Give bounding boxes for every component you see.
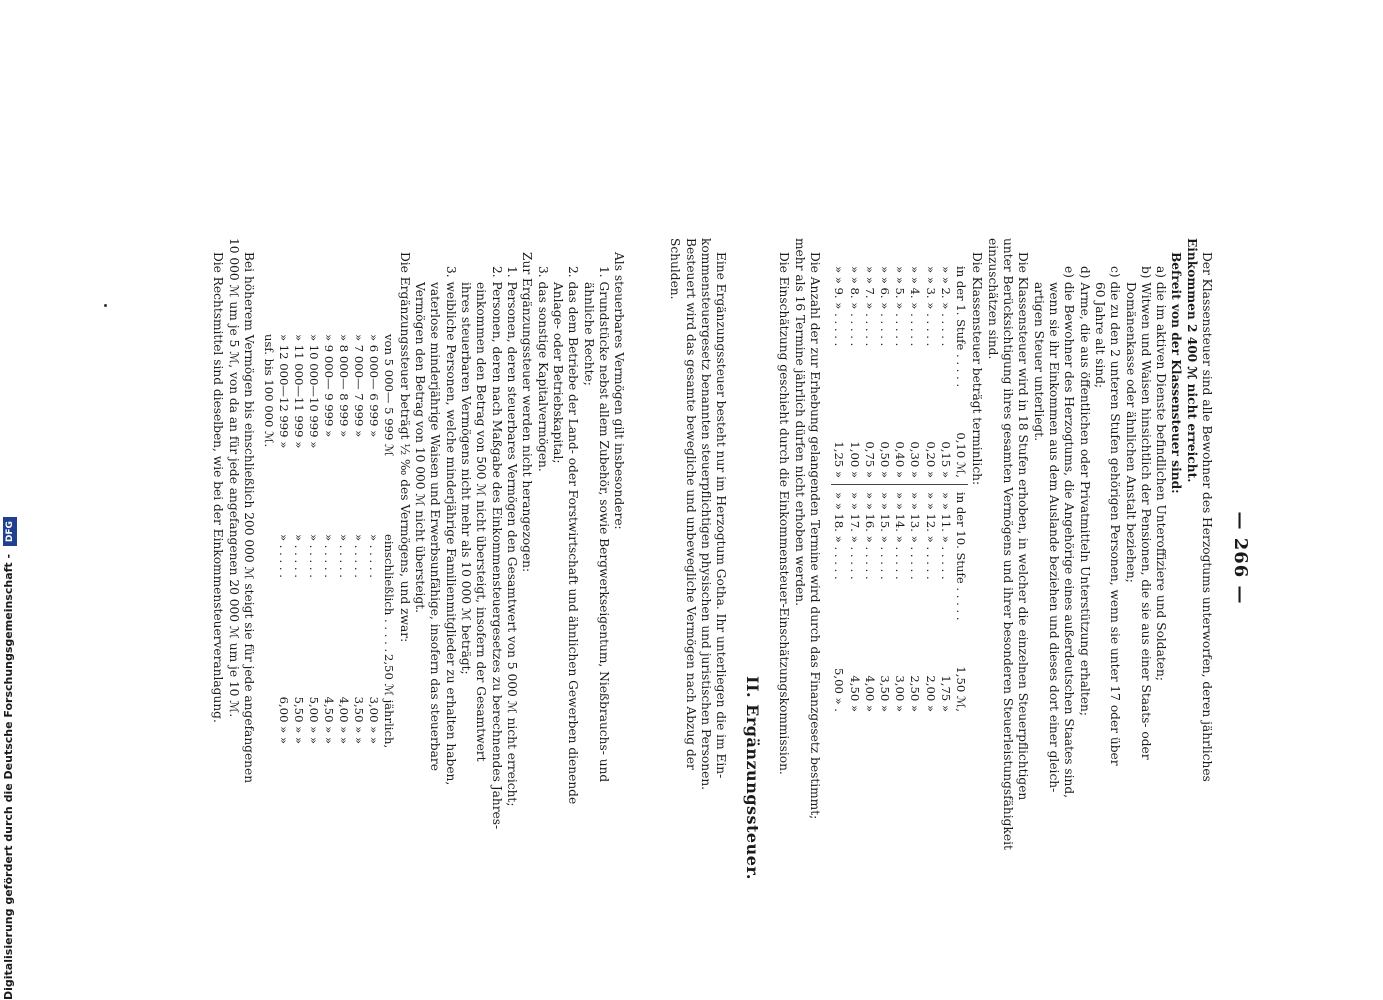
table-cell: 4,00 »	[862, 675, 877, 712]
paragraph-text: unter Berücksichtigung ihres gesamten Vermögens und ihrer besonderen Steuerleistungsfähigkeit	[1001, 238, 1015, 850]
table-cell: » » 11. » . . . . .	[938, 492, 953, 580]
list-item: wenn sie ihr Einkommen aus dem Auslande beziehen und dieses dort einer gleich-	[1047, 282, 1061, 793]
footer-text: Digitalisierung gefördert durch die Deutsche Forschungsgemeinschaft -	[2, 553, 15, 1000]
dfg-logo: DFG	[3, 517, 17, 546]
paragraph-text: einzuschätzen sind.	[986, 238, 1000, 360]
list-item: einkommen den Betrag von 500 ℳ nicht übersteigt, insofern der Gesamtwert	[474, 282, 488, 762]
table-cell: » » 17. » . . . . .	[847, 492, 862, 580]
table-cell: 3,50 »	[878, 675, 893, 712]
list-item: c) die zu den 2 unteren Stufen gehörigen Personen, wenn sie unter 17 oder über	[1108, 266, 1122, 766]
table-cell: 2,50 »	[908, 675, 923, 712]
table-cell: » » 7. » . . . . .	[862, 266, 877, 347]
list-item: ähnliche Rechte;	[582, 282, 596, 386]
paragraph-text: Die Anzahl der zur Erhebung gelangenden Termine wird durch das Finanzgesetz bestimmt;	[808, 252, 822, 820]
list-item: 2. das dem Betriebe der Land- oder Forstwirtschaft und ähnlichen Gewerben dienende	[566, 266, 580, 805]
table-cell: » » 4. » . . . . .	[908, 266, 923, 347]
table-cell: » . . . . .	[307, 534, 321, 578]
list-item: 3. weibliche Personen, welche minderjährige Familienmitglieder zu erhalten haben,	[444, 266, 458, 786]
table-cell: » » 5. » . . . . .	[893, 266, 908, 347]
list-item: 1. Grundstücke nebst allem Zubehör, sowie Bergwerkseigentum, Nießbrauchs- und	[597, 266, 611, 783]
list-item: 1. Personen, deren steuerbares Vermögen den Gesamtwert von 5 000 ℳ nicht erreicht;	[505, 266, 519, 807]
list-item: 2. Personen, deren nach Maßgabe des Einkommensteuergesetzes zu berechnendes Jahres-	[490, 266, 504, 830]
table-cell: » » 18. » . . . . .	[832, 492, 847, 580]
table-cell: 0,75 »	[862, 441, 877, 478]
table-cell: 6,00 » »	[277, 696, 291, 744]
table-cell: 2,50 ℳ jährlich,	[382, 654, 396, 749]
paragraph-text: Als steuerbares Vermögen gilt insbesondere:	[612, 252, 626, 530]
table-cell: » 11 000—11 999 »	[292, 334, 306, 449]
table-cell: » 12 000—12 999 »	[277, 334, 291, 449]
list-item: ihres steuerbaren Vermögens nicht mehr als 10 000 ℳ beträgt;	[459, 282, 473, 675]
table-cell: 2,00 »	[923, 675, 938, 712]
erg-table-row	[321, 334, 336, 744]
erg-table-row	[276, 334, 291, 744]
klassen-table-row	[907, 266, 922, 712]
erg-table-row	[381, 334, 396, 749]
list-item: d) Arme, die aus öffentlichen oder Privatmitteln Unterstützung erhalten;	[1078, 266, 1092, 716]
paragraph-text: Eine Ergänzungssteuer besteht nur im Herzogtum Gotha. Ihr unterliegen die im Ein-	[714, 252, 728, 779]
table-cell: » . . . . .	[337, 534, 351, 578]
table-cell: » . . . . .	[277, 534, 291, 578]
table-cell: 1,50 ℳ,	[954, 666, 968, 712]
table-cell: » » 15. » . . . . .	[878, 492, 893, 580]
klassensteuer-table	[831, 266, 968, 712]
table-cell: » . . . . .	[322, 534, 336, 578]
table-cell: 4,50 » »	[322, 696, 336, 744]
list-item: b) Witwen und Waisen hinsichtlich der Pensionen, die sie aus einer Staats- oder	[1139, 266, 1153, 760]
table-cell: 0,50 »	[878, 441, 893, 478]
erg-table-row	[261, 334, 276, 744]
table-cell: » 6 000— 6 999 »	[367, 334, 381, 438]
paragraph-text: mehr als 16 Termine jährlich dürfen nicht erhoben werden.	[793, 238, 807, 606]
table-cell: » 10 000—10 999 »	[307, 334, 321, 449]
klassen-table-row	[877, 266, 892, 712]
klassen-table-row	[831, 266, 846, 712]
table-cell: 1,00 »	[847, 441, 862, 478]
table-cell: 3,00 »	[893, 675, 908, 712]
table-cell: 1,25 »	[832, 441, 847, 478]
erg-table-row	[336, 334, 351, 744]
erg-table-row	[351, 334, 366, 744]
table-cell: 1,75 »	[938, 675, 953, 712]
section-heading: II. Ergänzungssteuer.	[743, 676, 762, 880]
ergaenzungssteuer-table	[261, 334, 396, 749]
paragraph-text: Einkommen 2 400 ℳ nicht erreicht.	[1185, 238, 1199, 483]
list-item: e) die Bewohner des Herzogtums, die Angehörige eines außerdeutschen Staates sind,	[1062, 266, 1076, 799]
paragraph-text: Die Rechtsmittel sind dieselben, wie bei der Einkommensteuerveranlagung.	[211, 252, 225, 723]
speck-mark	[104, 304, 107, 307]
paragraph-text: Besteuert wird das gesamte bewegliche und unbewegliche Vermögen nach Abzug der	[684, 238, 698, 770]
list-item: Anlage- oder Betriebskapital;	[551, 282, 565, 464]
list-item: vaterlose minderjährige Waisen und Erwerbsunfähige, insofern das steuerbare	[428, 282, 442, 771]
table-cell: » 7 000— 7 999 »	[352, 334, 366, 438]
table-cell: 0,20 »	[923, 441, 938, 478]
table-cell: 0,15 »	[938, 441, 953, 478]
table-cell: » 8 000— 8 999 »	[337, 334, 351, 438]
list-item: Vermögen den Betrag von 10 000 ℳ nicht übersteigt.	[413, 282, 427, 614]
klassen-table-row	[862, 266, 877, 712]
table-cell: » » 9. » . . . . .	[832, 266, 847, 347]
digitization-footer	[2, 0, 17, 1000]
table-cell: 5,00 » »	[307, 696, 321, 744]
list-item: artigen Steuer unterliegt.	[1032, 282, 1046, 442]
paragraph-text: Die Klassensteuer beträgt terminlich:	[970, 252, 984, 486]
table-cell: 0,30 »	[908, 441, 923, 478]
erg-table-row	[366, 334, 381, 744]
paragraph-text: Schulden.	[668, 238, 682, 300]
table-cell: » » 3. » . . . . .	[923, 266, 938, 347]
table-cell: 3,00 » »	[367, 696, 381, 744]
paragraph-text: Die Einschätzung geschieht durch die Einkommensteuer-Einschätzungskommission.	[777, 252, 791, 775]
paragraph-text: kommensteuergesetz benannten steuerpflichtigen physischen und juristischen Personen.	[699, 238, 713, 791]
page-number: — 266 —	[1230, 511, 1251, 605]
table-divider	[831, 484, 968, 485]
table-cell: von 5 000— 5 999 ℳ	[382, 334, 396, 457]
klassen-table-row	[953, 266, 968, 712]
table-cell: usf. bis 100 000 ℳ.	[262, 334, 276, 448]
klassen-table-row	[938, 266, 953, 712]
list-item: 60 Jahre alt sind;	[1093, 282, 1107, 389]
table-cell: » 9 000— 9 999 »	[322, 334, 336, 438]
erg-table-row	[291, 334, 306, 744]
table-cell: » » 16. » . . . . .	[862, 492, 877, 580]
table-cell: 4,00 » »	[337, 696, 351, 744]
klassen-table-row	[892, 266, 907, 712]
list-item: 3. das sonstige Kapitalvermögen.	[536, 266, 550, 472]
table-cell: » . . . . .	[352, 534, 366, 578]
table-cell: in der 10. Stufe . . . . .	[954, 492, 968, 621]
table-cell: einschließlich . . . . .	[382, 534, 396, 653]
table-cell: » . . . . .	[367, 534, 381, 578]
table-cell: 5,50 » »	[292, 696, 306, 744]
table-cell: » » 14. » . . . . .	[893, 492, 908, 580]
paragraph-text: Die Ergänzungssteuer beträgt ½ ‰ des Vermögens, und zwar:	[398, 252, 412, 643]
erg-table-row	[306, 334, 321, 744]
table-cell: » » 13. » . . . . .	[908, 492, 923, 580]
klassen-table-row	[922, 266, 937, 712]
rotated-document-sheet-continued	[0, 238, 670, 878]
table-cell: » » 6. » . . . . .	[878, 266, 893, 347]
list-item: a) die im aktiven Dienste befindlichen Unteroffiziere und Soldaten;	[1154, 266, 1168, 681]
table-cell: » » 2. » . . . . .	[938, 266, 953, 347]
table-cell: 3,50 » »	[352, 696, 366, 744]
table-cell: 0,10 ℳ,	[954, 432, 968, 478]
klassen-table-row	[847, 266, 862, 712]
paragraph-text: Befreit von der Klassensteuer sind:	[1169, 252, 1183, 494]
table-cell: » . . . . .	[292, 534, 306, 578]
table-cell: 5,00 » .	[832, 668, 847, 712]
paragraph-text: Der Klassensteuer sind alle Bewohner des Herzogtums unterworfen, deren jährliches	[1200, 252, 1214, 782]
paragraph-text: Die Klassensteuer wird in 18 Stufen erhoben, in welcher die einzelnen Steuerpflichtigen	[1016, 252, 1030, 801]
paragraph-text: Bei höherem Vermögen bis einschließlich 200 000 ℳ steigt sie für jede angefangenen	[242, 252, 256, 784]
table-cell: » » 8. » . . . . .	[847, 266, 862, 347]
table-cell: in der 1. Stufe . . . . .	[954, 266, 968, 388]
table-cell: 4,50 »	[847, 675, 862, 712]
table-cell: » » 12. » . . . . .	[923, 492, 938, 580]
paragraph-text: Zur Ergänzungssteuer werden nicht herangezogen:	[520, 252, 534, 573]
table-cell: 0,40 »	[893, 441, 908, 478]
list-item: Domänenkasse oder ähnlichen Anstalt beziehen;	[1124, 282, 1138, 583]
paragraph-text: 10 000 ℳ um je 5 ℳ, von da an für jede angefangenen 20 000 ℳ um je 10 ℳ.	[227, 238, 241, 718]
